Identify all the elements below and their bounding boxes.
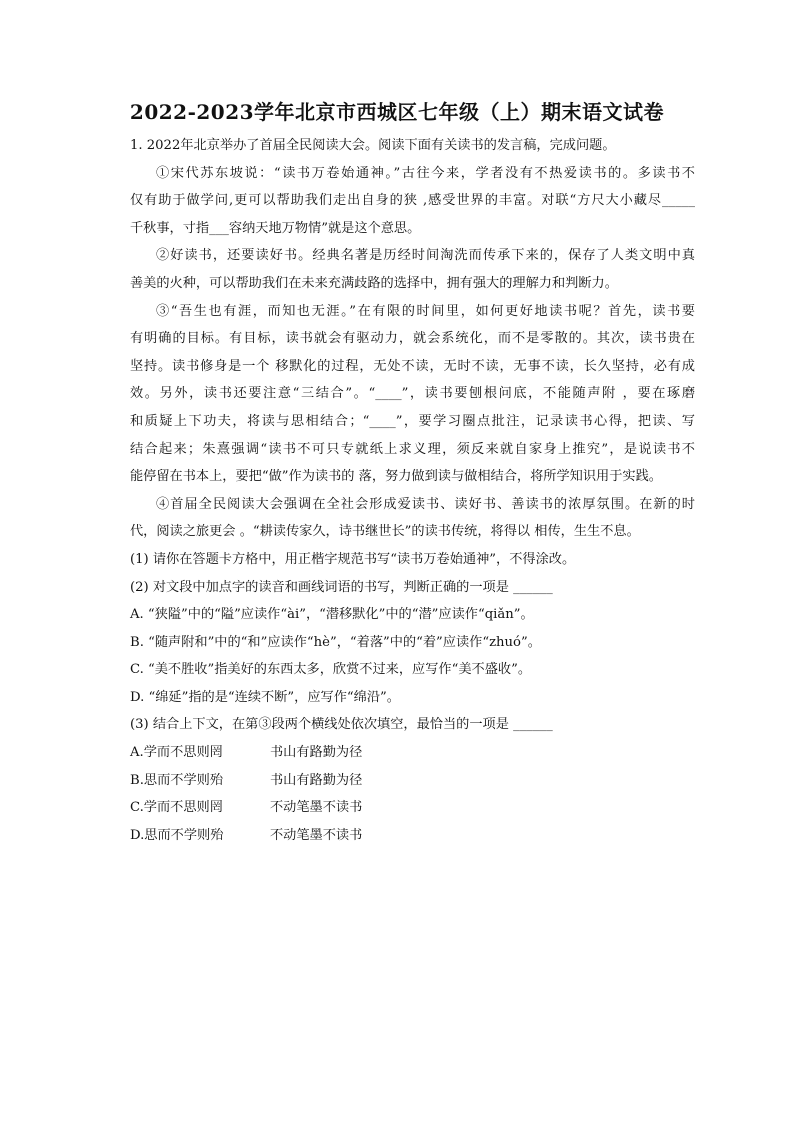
answer-options — [130, 739, 695, 849]
text-line: B. “随声附和”中的“和”应读作“hè”，“着落”中的“着”应读作“zhuó”。 — [130, 634, 541, 650]
option-second-blank: 书山有路勤为径 — [270, 772, 363, 788]
text-line: C. “美不胜收”指美好的东西太多，欣赏不过来，应写作“美不盛收”。 — [130, 662, 532, 678]
option-second-blank: 书山有路勤为径 — [270, 745, 363, 761]
option-row — [130, 794, 695, 822]
text-line: 代，阅读之旅更会 。“耕读传家久，诗书继世长”的读书传统，将得以 相传，生生不息。 — [130, 524, 640, 540]
page-title: 2022-2023学年北京市西城区七年级（上）期末语文试卷 — [129, 100, 665, 124]
option-row — [130, 822, 695, 850]
text-line: ①宋代苏东坡说：“读书万卷始通神。”古往今来，学者没有不热爱读书的。多读书不 — [156, 165, 695, 181]
text-line: ④首届全民阅读大会强调在全社会形成爱读书、读好书、善读书的浓厚氛围。在新的时 — [156, 496, 695, 512]
text-line: (3) 结合上下文，在第③段两个横线处依次填空，最恰当的一项是 ______ — [130, 717, 553, 733]
option-row — [130, 739, 695, 767]
text-line: 结合起来；朱熹强调“读书不可只专就纸上求义理，须反来就自家身上推究”，是说读书不 — [130, 441, 695, 457]
text-line: (1) 请你在答题卡方格中，用正楷字规范书写“读书万卷始通神”，不得涂改。 — [130, 551, 576, 567]
text-line: 有明确的目标。有目标，读书就会有驱动力，就会系统化，而不是零散的。其次，读书贵在 — [130, 331, 695, 347]
text-line: 坚持。读书修身是一个 移默化的过程，无处不读，无时不读，无事不读，长久坚持，必有成 — [130, 358, 695, 374]
passage-lines — [130, 132, 695, 739]
text-line: 善美的火种，可以帮助我们在未来充满歧路的选择中，拥有强大的理解力和判断力。 — [130, 275, 618, 291]
text-line: ③“吾生也有涯，而知也无涯。”在有限的时间里，如何更好地读书呢？首先，读书要 — [156, 303, 695, 319]
text-line: A. “狭隘”中的“隘”应读作“ài”，“潜移默化”中的“潜”应读作“qiǎn”。 — [130, 607, 534, 623]
option-row — [130, 767, 695, 795]
option-second-blank: 不动笔墨不读书 — [270, 800, 363, 816]
question-body — [130, 132, 695, 849]
text-line: 千秋事，寸指___容纳天地万物情”就是这个意思。 — [130, 220, 421, 236]
text-line: D. “绵延”指的是“连续不断”，应写作“绵沿”。 — [130, 689, 400, 705]
text-line: 仅有助于做学问,更可以帮助我们走出自身的狭 ,感受世界的丰富。对联“方尺大小藏尽_____ — [130, 193, 695, 209]
option-first-blank: C.学而不思则罔 — [130, 800, 223, 816]
text-line: 和质疑上下功夫，将读与思相结合；“____”，要学习圈点批注，记录读书心得，把读、写 — [130, 413, 695, 429]
option-first-blank: D.思而不学则殆 — [130, 827, 224, 843]
text-line: (2) 对文段中加点字的读音和画线词语的书写，判断正确的一项是 ______ — [130, 579, 553, 595]
option-first-blank: B.思而不学则殆 — [130, 772, 224, 788]
option-first-blank: A.学而不思则罔 — [130, 745, 223, 761]
text-line: 1. 2022年北京举办了首届全民阅读大会。阅读下面有关读书的发言稿，完成问题。 — [130, 138, 616, 153]
option-second-blank: 不动笔墨不读书 — [270, 827, 363, 843]
text-line: 能停留在书本上，要把“做”作为读书的 落，努力做到读与做相结合，将所学知识用于实践。 — [130, 469, 662, 485]
text-line: ②好读书，还要读好书。经典名著是历经时间淘洗而传承下来的，保存了人类文明中真 — [156, 248, 695, 264]
text-line: 效。另外，读书还要注意“三结合”。“____”，读书要刨根问底，不能随声附 ，要在琢磨 — [130, 386, 695, 402]
